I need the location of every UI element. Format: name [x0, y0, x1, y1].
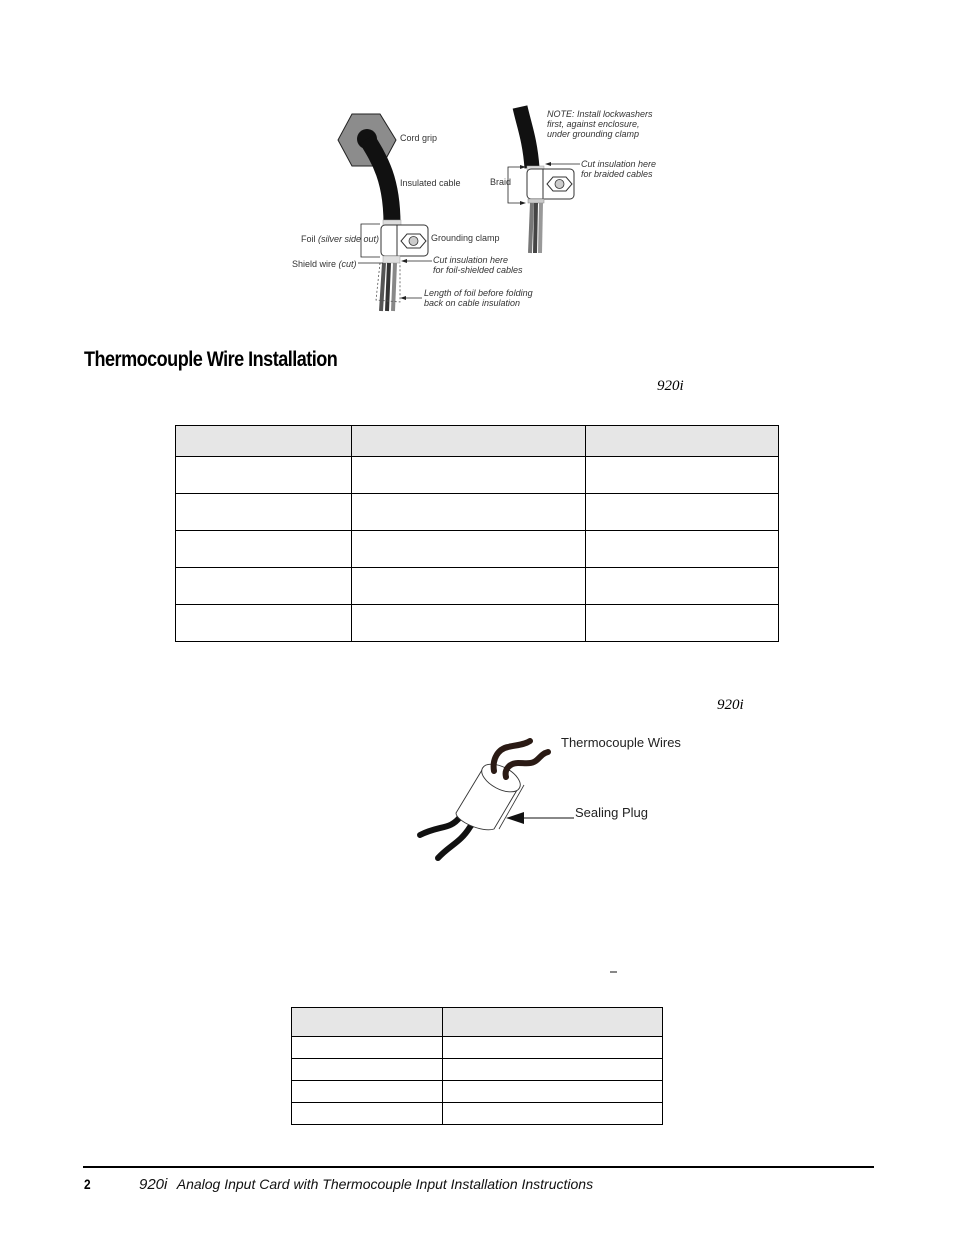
table-cell: [292, 1059, 443, 1081]
note-line3: under grounding clamp: [547, 129, 640, 139]
label-grounding-clamp: Grounding clamp: [431, 233, 500, 243]
table-row: [176, 568, 779, 605]
table-cell: [292, 1103, 443, 1125]
table-cell: [176, 605, 352, 642]
footer-doc-title: Analog Input Card with Thermocouple Input Installation Instructions: [176, 1176, 594, 1192]
label-cut-braid-line1: Cut insulation here: [581, 159, 657, 169]
dash-mark: [610, 971, 617, 973]
thermocouple-table: [175, 425, 779, 642]
note-line1: NOTE: Install lockwashers: [547, 109, 653, 119]
table-cell: [442, 1103, 662, 1125]
note-line2: first, against enclosure,: [547, 119, 640, 129]
cable-grounding-figure: [0, 0, 954, 330]
table-row: [176, 605, 779, 642]
table-cell: [442, 1081, 662, 1103]
label-cut-braid-line2: for braided cables: [581, 169, 653, 179]
table-cell: [292, 1037, 443, 1059]
table-cell: [352, 457, 585, 494]
table-cell: [292, 1081, 443, 1103]
label-length-line1: Length of foil before folding: [424, 288, 533, 298]
label-cut-foil: [433, 255, 523, 275]
table-cell: [176, 494, 352, 531]
table-header-cell: [442, 1008, 662, 1037]
table-cell: [176, 531, 352, 568]
label-shield-wire-note: (cut): [338, 259, 357, 269]
table-row: [176, 494, 779, 531]
label-sealing-plug: Sealing Plug: [575, 805, 648, 820]
table-cell: [352, 605, 585, 642]
table-cell: [352, 531, 585, 568]
table-row: [292, 1037, 663, 1059]
label-thermocouple-wires: Thermocouple Wires: [561, 735, 681, 750]
table-cell: [585, 457, 778, 494]
table-cell: [585, 568, 778, 605]
table-row: [292, 1081, 663, 1103]
label-shield-wire: [292, 259, 357, 269]
table-row: [176, 531, 779, 568]
table-cell: [442, 1037, 662, 1059]
section-heading: Thermocouple Wire Installation: [84, 348, 338, 371]
label-foil: [301, 234, 379, 244]
label-length-of-foil: [424, 288, 533, 308]
footer-title: [139, 1176, 593, 1193]
label-cord-grip: Cord grip: [400, 133, 438, 143]
product-reference-2: 920i: [717, 697, 744, 713]
table-cell: [442, 1059, 662, 1081]
product-reference-1: 920i: [657, 378, 684, 394]
label-braid: Braid: [490, 177, 512, 187]
table-cell: [585, 605, 778, 642]
label-cut-foil-line1: Cut insulation here: [433, 255, 509, 265]
table-cell: [352, 494, 585, 531]
label-lockwasher-note: [547, 109, 653, 139]
table-header-cell: [292, 1008, 443, 1037]
table-header-cell: [176, 426, 352, 457]
page-number: 2: [84, 1176, 91, 1192]
table-cell: [585, 494, 778, 531]
wire-color-table: [291, 1007, 663, 1125]
label-insulated-cable: Insulated cable: [400, 178, 461, 188]
table-header-cell: [585, 426, 778, 457]
label-cut-braid: [581, 159, 656, 179]
table-header-row: [176, 426, 779, 457]
label-foil-note: (silver side out): [318, 234, 380, 244]
cable-grounding-illustration: [0, 0, 954, 330]
table-row: [176, 457, 779, 494]
label-length-line2: back on cable insulation: [424, 298, 521, 308]
table-cell: [176, 568, 352, 605]
label-cut-foil-line2: for foil-shielded cables: [433, 265, 523, 275]
table-cell: [176, 457, 352, 494]
table-row: [292, 1103, 663, 1125]
footer-product: 920i: [139, 1176, 168, 1193]
label-shield-wire-text: Shield wire: [292, 259, 337, 269]
label-foil-text: Foil: [301, 234, 316, 244]
footer-rule: [83, 1166, 874, 1168]
table-header-row: [292, 1008, 663, 1037]
sealing-plug-figure: [400, 725, 720, 875]
table-cell: [585, 531, 778, 568]
table-row: [292, 1059, 663, 1081]
table-cell: [352, 568, 585, 605]
table-header-cell: [352, 426, 585, 457]
